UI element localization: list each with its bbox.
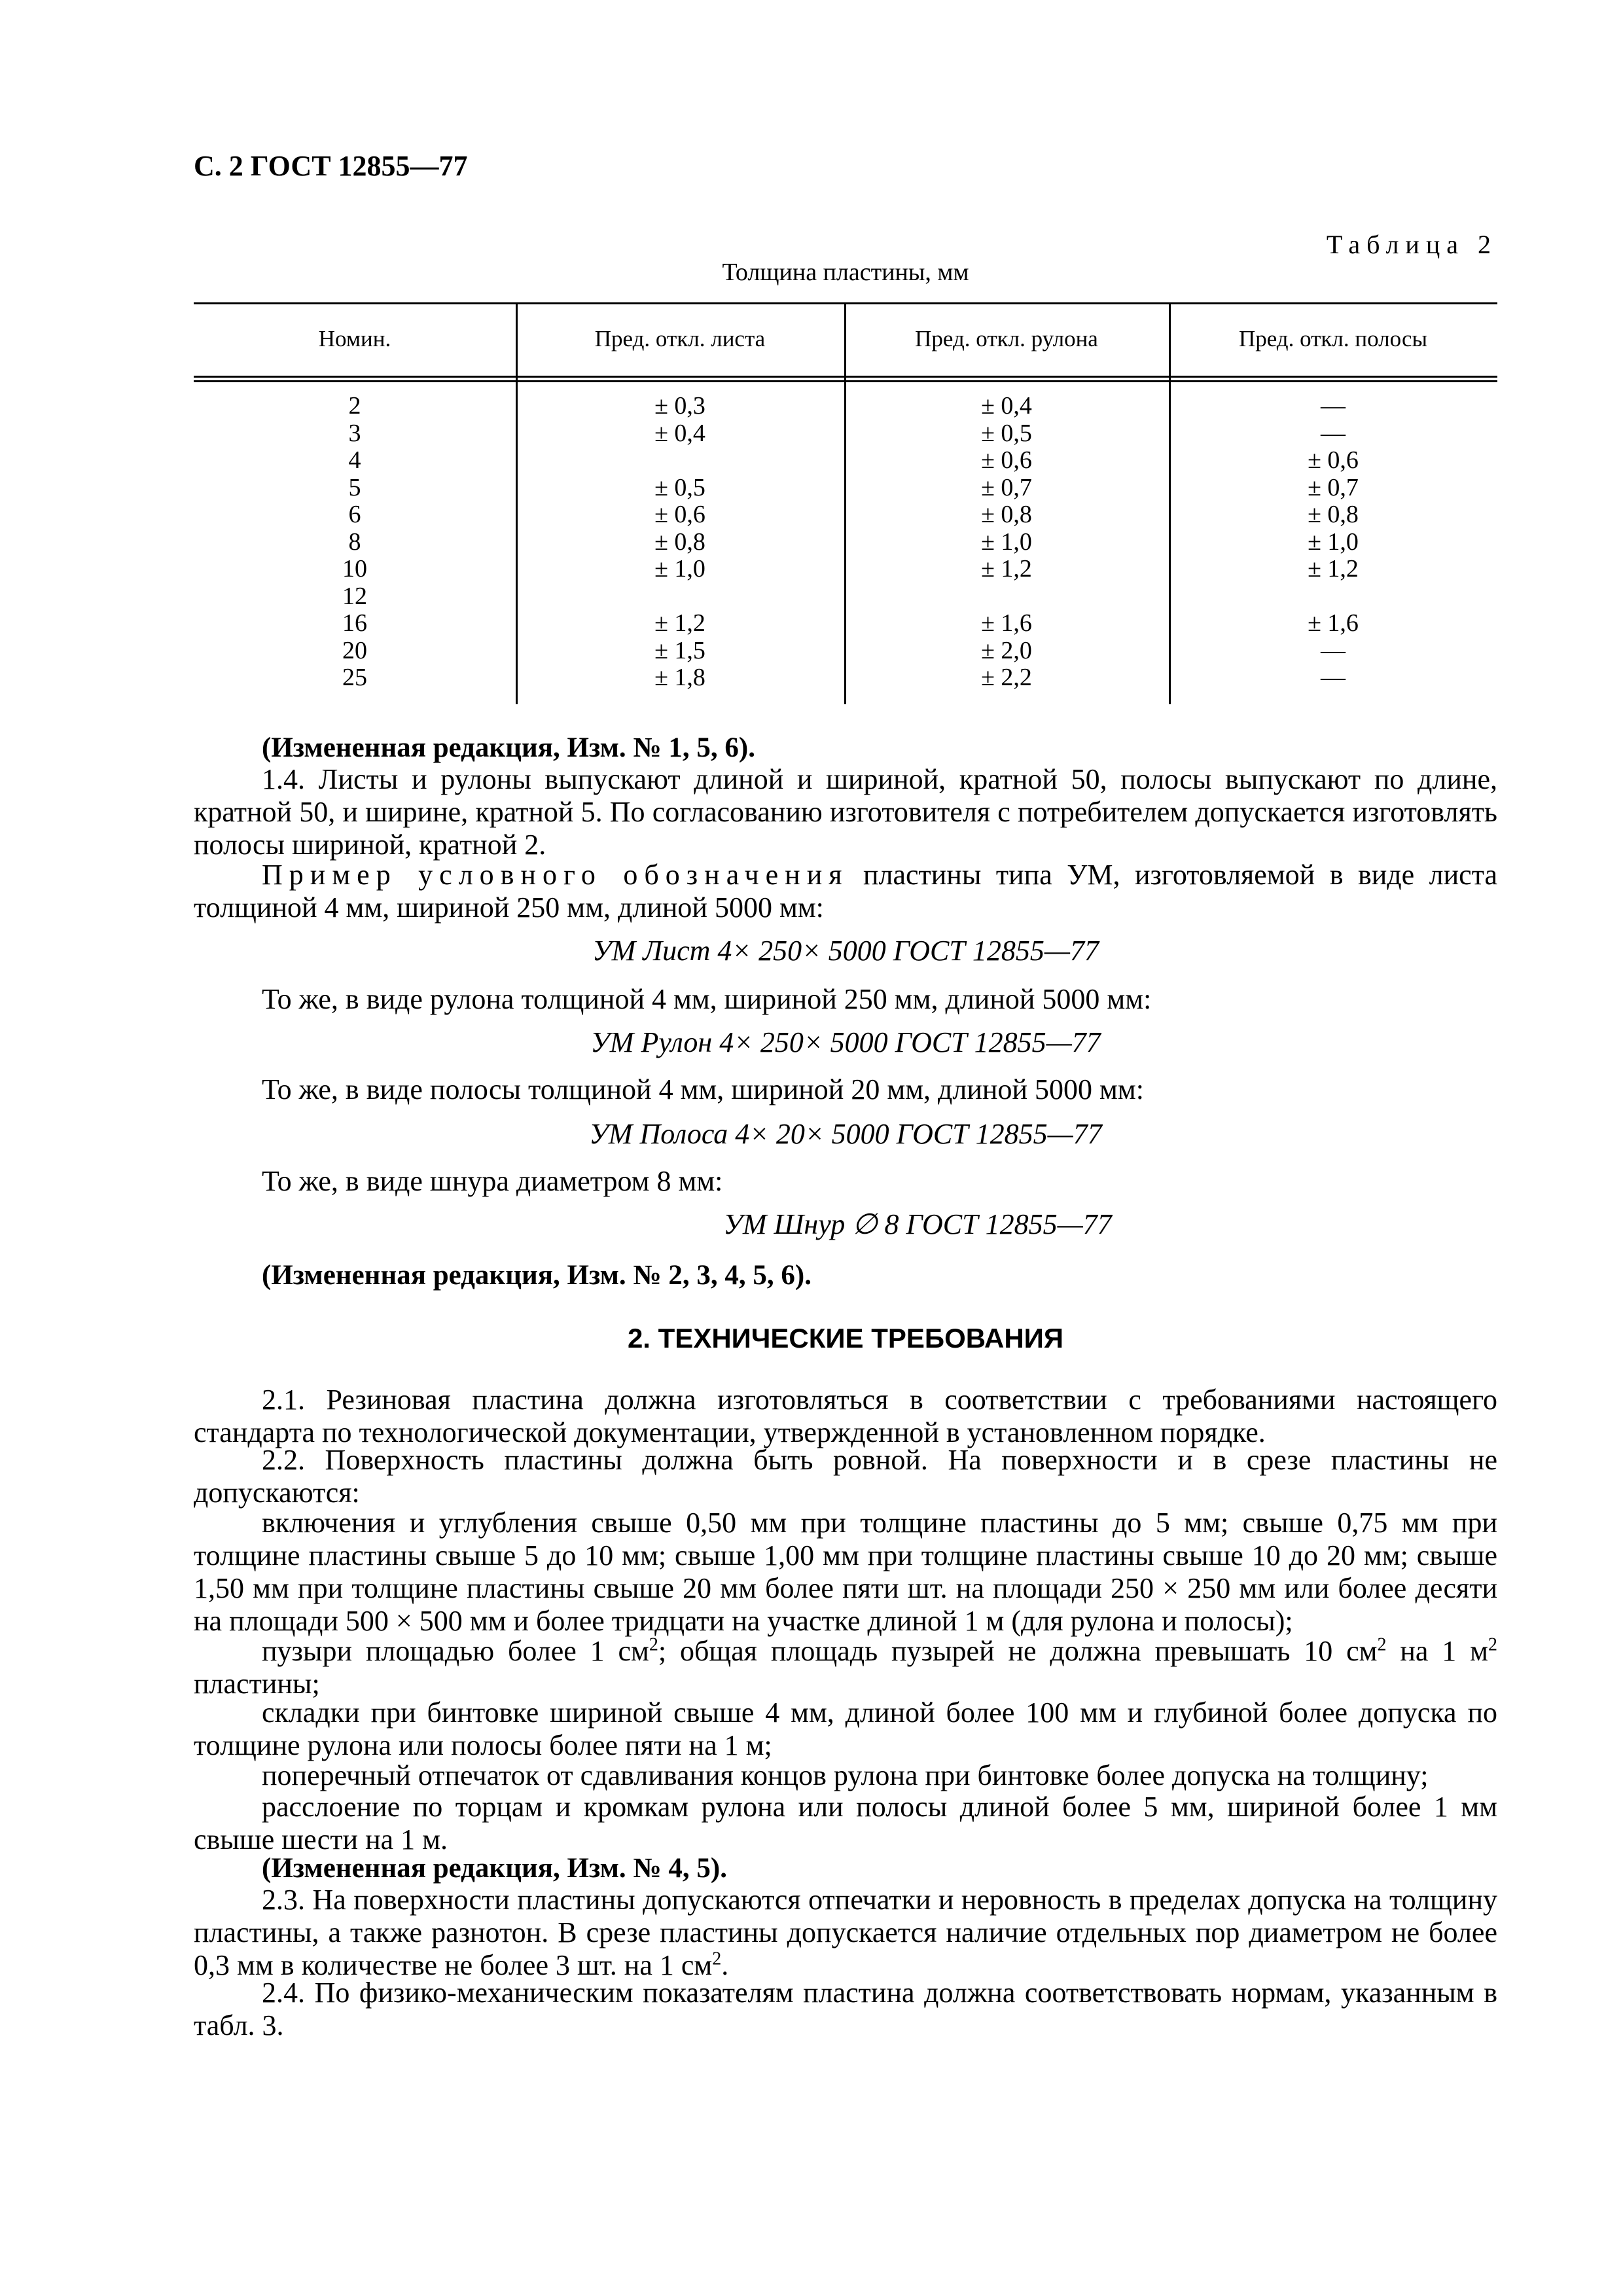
table-cell-sheet: ± 0,5 [654, 473, 705, 501]
table-cell-nominal: 25 [342, 664, 367, 691]
table-cell-nominal: 4 [348, 446, 361, 474]
table-cell-strip: ± 0,8 [1308, 501, 1359, 528]
table-cell-sheet: ± 1,2 [654, 609, 705, 637]
superscript: 2 [1377, 1634, 1387, 1655]
table-cell-strip: — [1321, 419, 1346, 447]
table-cell-strip: — [1321, 636, 1346, 664]
requirement-imprint: поперечный отпечаток от сдавливания концов рулона при бинтовке более допуска на толщину; [262, 1759, 1429, 1791]
table-cell-sheet: ± 0,3 [654, 392, 705, 420]
table-cell-sheet: ± 0,8 [654, 528, 705, 556]
designation-example-strip: УМ Полоса 4× 20× 5000 ГОСТ 12855—77 [589, 1118, 1102, 1150]
table-cell-nominal: 3 [348, 419, 361, 447]
table-cell-nominal: 8 [348, 528, 361, 556]
header-strip-tolerance: Пред. откл. полосы [1238, 326, 1428, 351]
table-cell-sheet: ± 1,5 [654, 636, 705, 664]
table-cell-strip: ± 1,0 [1308, 528, 1359, 556]
table-cell-strip [1169, 583, 1497, 611]
table-cell-strip: — [1321, 664, 1346, 691]
same-strip-text: То же, в виде полосы толщиной 4 мм, шириной 20 мм, длиной 5000 мм: [262, 1073, 1144, 1105]
table-cell-nominal: 5 [348, 473, 361, 501]
text-span: 2.3. На поверхности пластины допускаются отпечатки и неровность в пределах допуска на толщину пластины, а также разнотон. В срезе пластины допускается наличие отдельных пор диаметром не более 0,3 мм в количестве не более 3 шт. на 1 см [194, 1884, 1497, 1981]
example-paragraph [194, 859, 1497, 924]
table-cell-sheet: ± 0,4 [654, 419, 705, 447]
table-cell-strip: ± 0,6 [1308, 446, 1359, 474]
same-cord-text: То же, в виде шнура диаметром 8 мм: [262, 1165, 723, 1197]
superscript: 2 [712, 1948, 722, 1969]
table-cell-strip: — [1321, 392, 1346, 420]
table-cell-strip: ± 1,6 [1308, 609, 1359, 637]
table-cell-roll: ± 2,2 [981, 664, 1032, 691]
text-span: на 1 м [1386, 1635, 1488, 1667]
table-cell-sheet [516, 447, 844, 475]
table-cell-nominal: 10 [342, 555, 367, 583]
amendment-note: (Измененная редакция, Изм. № 4, 5). [262, 1853, 727, 1884]
header-sheet-tolerance: Пред. откл. листа [594, 326, 766, 351]
example-label: Пример условного обозначения [262, 859, 849, 891]
header-roll-tolerance: Пред. откл. рулона [915, 326, 1098, 351]
table-cell-nominal: 6 [348, 501, 361, 528]
table-cell-nominal: 2 [348, 392, 361, 420]
table-cell-nominal: 12 [342, 582, 367, 610]
table-cell-roll: ± 0,8 [981, 501, 1032, 528]
designation-example-cord: УМ Шнур ∅ 8 ГОСТ 12855—77 [723, 1208, 1112, 1240]
page-header: С. 2 ГОСТ 12855—77 [194, 150, 468, 182]
table-cell-roll: ± 1,6 [981, 609, 1032, 637]
column-strip-tolerance [1169, 393, 1497, 692]
table-label: Таблица 2 [1326, 230, 1497, 259]
text-span: . [721, 1949, 729, 1981]
table-cell-roll: ± 0,4 [981, 392, 1032, 420]
table-cell-roll: ± 2,0 [981, 636, 1032, 664]
superscript: 2 [649, 1634, 658, 1655]
requirement-delamination: расслоение по торцам и кромкам рулона или полосы длиной более 5 мм, шириной более 1 мм свыше шести на 1 м. [194, 1791, 1497, 1856]
text-span: ; общая площадь пузырей не должна превышать 10 см [658, 1635, 1378, 1667]
table-cell-roll: ± 1,0 [981, 528, 1032, 556]
requirement-inclusions: включения и углубления свыше 0,50 мм при толщине пластины до 5 мм; свыше 0,75 мм при толщине пластины свыше 5 до 10 мм; свыше 1,00 мм при толщине пластины свыше 10 до 20 мм; свыше 1,50 мм при толщине пластины свыше 20 мм более пяти шт. на площади 250 × 250 мм или более десяти на площади 500 × 500 мм и более тридцати на участке длиной 1 м (для рулона и полосы); [194, 1507, 1497, 1637]
requirement-bubbles [194, 1635, 1497, 1700]
table-cell-strip: ± 0,7 [1308, 473, 1359, 501]
table-cell-sheet: ± 0,6 [654, 501, 705, 528]
column-nominal [194, 393, 516, 692]
same-roll-text: То же, в виде рулона толщиной 4 мм, шириной 250 мм, длиной 5000 мм: [262, 983, 1152, 1015]
paragraph-2-3 [194, 1884, 1497, 1982]
paragraph-1-4: 1.4. Листы и рулоны выпускают длиной и шириной, кратной 50, полосы выпускают по длине, кратной 50, и ширине, кратной 5. По согласованию изготовителя с потребителем допускается изготовлять полосы шириной, кратной 2. [194, 763, 1497, 861]
table-cell-nominal: 16 [342, 609, 367, 637]
designation-example-roll: УМ Рулон 4× 250× 5000 ГОСТ 12855—77 [590, 1026, 1101, 1058]
table-cell-roll: ± 0,5 [981, 419, 1032, 447]
thickness-table [194, 302, 1497, 704]
designation-example-sheet: УМ Лист 4× 250× 5000 ГОСТ 12855—77 [592, 935, 1099, 967]
text-span: пузыри площадью более 1 см [262, 1635, 649, 1667]
column-sheet-tolerance [516, 393, 844, 692]
table-cell-roll: ± 1,2 [981, 555, 1032, 583]
header-nominal: Номин. [318, 326, 391, 351]
amendment-note: (Измененная редакция, Изм. № 1, 5, 6). [262, 732, 755, 763]
amendment-note: (Измененная редакция, Изм. № 2, 3, 4, 5, 6). [262, 1260, 812, 1291]
table-caption: Толщина пластины, мм [722, 259, 969, 286]
table-cell-strip: ± 1,2 [1308, 555, 1359, 583]
section-heading: 2. ТЕХНИЧЕСКИЕ ТРЕБОВАНИЯ [627, 1323, 1064, 1354]
requirement-folds: складки при бинтовке шириной свыше 4 мм, длиной более 100 мм и глубиной более допуска по толщине рулона или полосы более пяти на 1 м; [194, 1696, 1497, 1761]
paragraph-2-1: 2.1. Резиновая пластина должна изготовляться в соответствии с требованиями настоящего стандарта по технологической документации, утвержденной в установленном порядке. [194, 1384, 1497, 1448]
table-cell-roll: ± 0,7 [981, 473, 1032, 501]
table-cell-sheet [516, 583, 844, 611]
table-cell-sheet: ± 1,8 [654, 664, 705, 691]
paragraph-2-2: 2.2. Поверхность пластины должна быть ровной. На поверхности и в срезе пластины не допускаются: [194, 1444, 1497, 1509]
table-cell-roll [844, 583, 1169, 611]
table-cell-nominal: 20 [342, 636, 367, 664]
table-cell-roll: ± 0,6 [981, 446, 1032, 474]
paragraph-2-4: 2.4. По физико-механическим показателям пластина должна соответствовать нормам, указанным в табл. 3. [194, 1977, 1497, 2041]
superscript: 2 [1488, 1634, 1497, 1655]
text-span: пластины; [194, 1668, 320, 1700]
example-text: пластины типа УМ, изготовляемой в виде листа толщиной 4 мм, шириной 250 мм, длиной 5000 мм: [194, 859, 1497, 924]
column-roll-tolerance [844, 393, 1169, 692]
table-cell-sheet: ± 1,0 [654, 555, 705, 583]
